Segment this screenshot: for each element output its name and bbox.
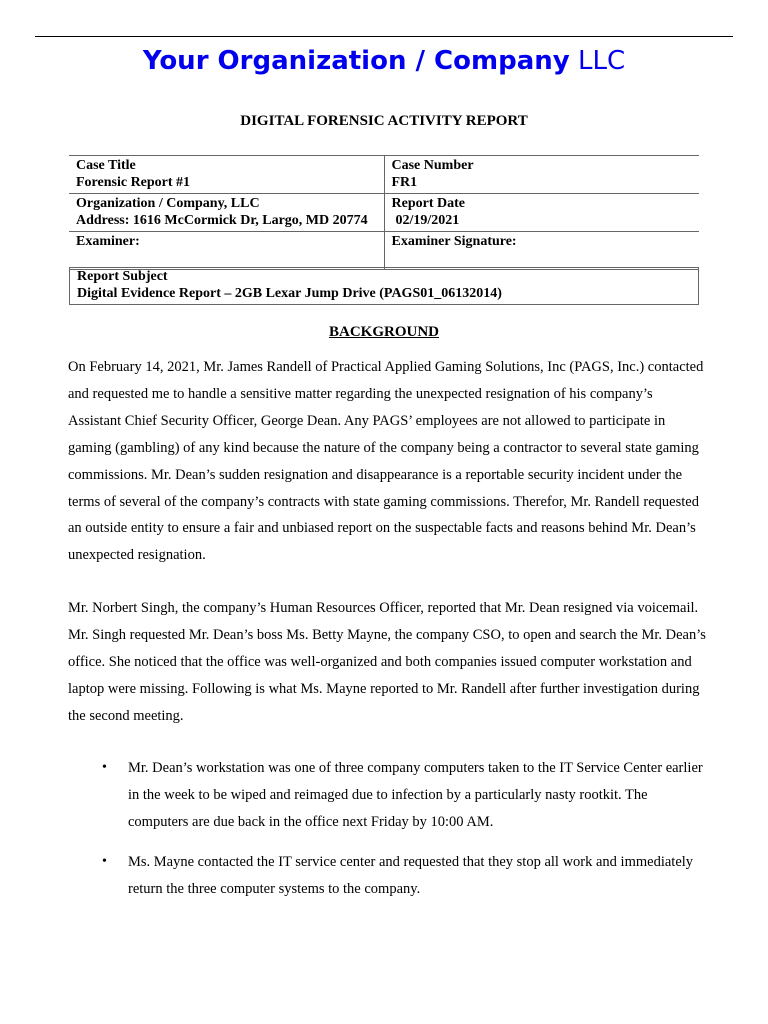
organization-name: Your Organization / Company [142, 46, 570, 76]
organization-suffix: LLC [577, 46, 626, 76]
bullet-icon: • [102, 854, 107, 869]
case-number-label: Case Number [391, 158, 474, 173]
report-title: DIGITAL FORENSIC ACTIVITY REPORT [240, 113, 528, 129]
background-paragraph-2: Mr. Norbert Singh, the company’s Human Resources Officer, reported that Mr. Dean resigned via voicemail. Mr. Singh requested Mr. Dean’s boss Ms. Betty Mayne, the company CSO, to open and search the Mr. Dean’s office. She noticed that the office was well-organized and both companies issued computer workstation and laptop were missing. Following is what Ms. Mayne reported to Mr. Randell after further investigation during the second meeting. [68, 600, 706, 724]
examiner-cell [69, 232, 384, 270]
report-subject-label: Report Subject [77, 269, 168, 284]
background-heading: BACKGROUND [328, 324, 439, 340]
table-row [69, 232, 699, 270]
case-title-label: Case Title [76, 158, 136, 173]
organization-cell [69, 194, 384, 232]
case-title-value: Forensic Report #1 [76, 175, 191, 190]
examiner-label: Examiner: [76, 234, 140, 249]
report-subject-box [69, 267, 699, 305]
background-paragraph-1: On February 14, 2021, Mr. James Randell of Practical Applied Gaming Solutions, Inc (PAGS, Inc.) contacted and requested me to handle a sensitive matter regarding the unexpected resignation of his company’s Assistant Chief Security Officer, George Dean. Any PAGS’ employees are not allowed to participate in gaming (gambling) of any kind because the nature of the company being a contractor to several state gaming commissions. Mr. Dean’s sudden resignation and disappearance is a reportable security incident under the terms of several of the company’s contracts with state gaming commissions. Therefor, Mr. Randell requested an outside entity to ensure a fair and unbiased report on the suspectable facts and reasons behind Mr. Dean’s unexpected resignation. [68, 359, 704, 564]
report-date-cell [384, 194, 699, 232]
examiner-signature-label: Examiner Signature: [391, 234, 517, 249]
report-date-label: Report Date [391, 196, 465, 211]
case-number-value: FR1 [391, 175, 418, 190]
list-item-text: Ms. Mayne contacted the IT service center and requested that they stop all work and immediately return the three computer systems to the company. [128, 854, 694, 897]
list-item-text: Mr. Dean’s workstation was one of three company computers taken to the IT Service Center earlier in the week to be wiped and reimaged due to infection by a particularly nasty rootkit. The computers are due back in the office next Friday by 10:00 AM. [128, 760, 703, 830]
organization-value: Organization / Company, LLC [76, 196, 260, 211]
examiner-signature-cell [384, 232, 699, 270]
case-number-cell [384, 156, 699, 194]
case-title-cell [69, 156, 384, 194]
case-info-table [69, 155, 699, 270]
top-rule [35, 36, 733, 37]
table-row [69, 194, 699, 232]
organization-header [0, 44, 768, 78]
report-date-value: 02/19/2021 [395, 213, 460, 228]
address-value: Address: 1616 McCormick Dr, Largo, MD 20774 [76, 213, 368, 228]
table-row [69, 156, 699, 194]
bullet-icon: • [102, 760, 107, 775]
report-subject-value: Digital Evidence Report – 2GB Lexar Jump Drive (PAGS01_06132014) [77, 286, 502, 301]
